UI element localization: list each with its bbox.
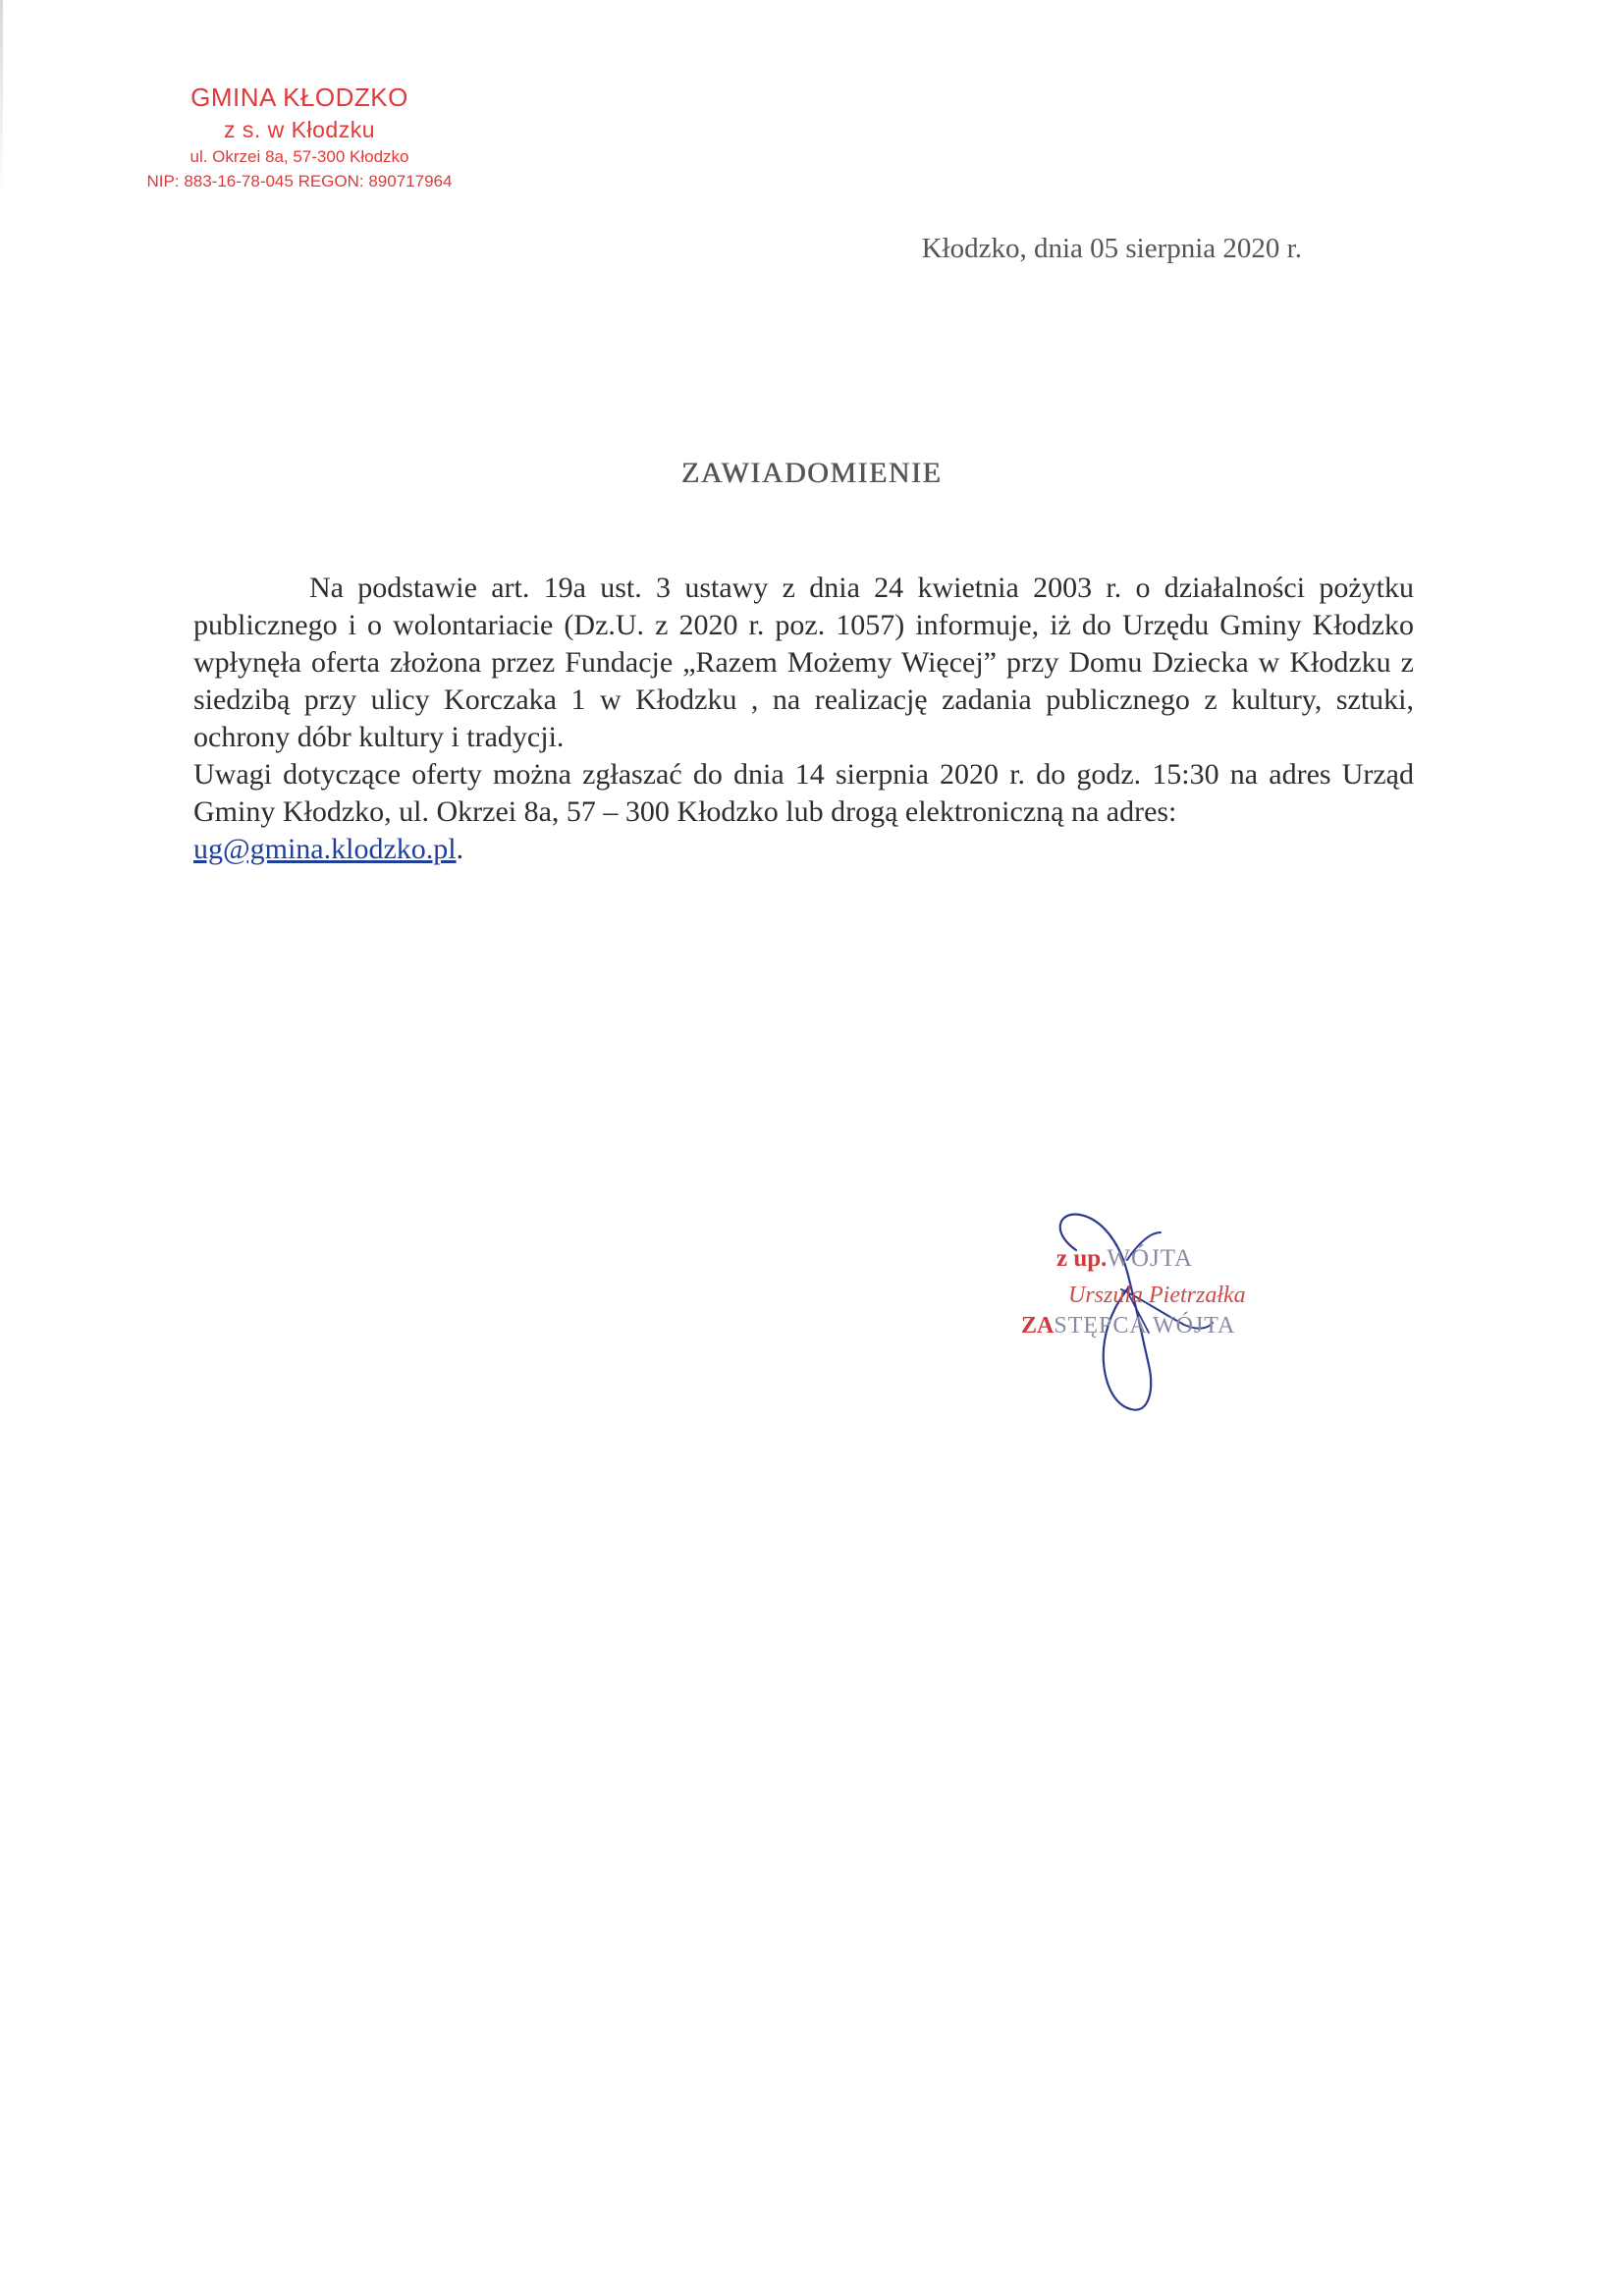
email-suffix: . — [456, 833, 464, 865]
email-link[interactable]: ug@gmina.klodzko.pl — [193, 833, 457, 865]
date-line: Kłodzko, dnia 05 sierpnia 2020 r. — [921, 233, 1302, 264]
letterhead-seat: z s. w Kłodzku — [224, 117, 375, 142]
signature-line-1: z up.WÓJTA — [1056, 1245, 1194, 1272]
signature-stamp — [1011, 1203, 1306, 1419]
letterhead-ids: NIP: 883-16-78-045 REGON: 890717964 — [146, 172, 453, 191]
scan-edge — [0, 0, 3, 196]
signature-line-3: ZASTĘPCA WÓJTA — [1021, 1313, 1236, 1339]
document-body — [193, 570, 1414, 868]
body-paragraph-2-text: Uwagi dotyczące oferty można zgłaszać do dnia 14 sierpnia 2020 r. do godz. 15:30 na adres Urząd Gminy Kłodzko, ul. Okrzei 8a, 57 – 300 Kłodzko lub drogą elektroniczną na adres: — [193, 758, 1414, 828]
document-title: ZAWIADOMIENIE — [680, 457, 943, 489]
body-paragraph-1: Na podstawie art. 19a ust. 3 ustawy z dnia 24 kwietnia 2003 r. o działalności pożytku publicznego i o wolontariacie (Dz.U. z 2020 r. poz. 1057) informuje, iż do Urzędu Gminy Kłodzko wpłynęła oferta złożona przez Fundacje „Razem Możemy Więcej” przy Domu Dziecka w Kłodzku z siedzibą przy ulicy Korczaka 1 w Kłodzku , na realizację zadania publicznego z kultury, sztuki, ochrony dóbr kultury i tradycji. — [193, 572, 1414, 753]
letterhead-name: GMINA KŁODZKO — [190, 82, 408, 112]
handwritten-signature-icon — [1011, 1203, 1306, 1419]
body-paragraph-2 — [193, 756, 1414, 868]
letterhead-address: ul. Okrzei 8a, 57-300 Kłodzko — [189, 147, 409, 166]
signature-line-2: Urszula Pietrzałka — [1068, 1283, 1246, 1308]
letterhead-stamp — [93, 81, 506, 194]
